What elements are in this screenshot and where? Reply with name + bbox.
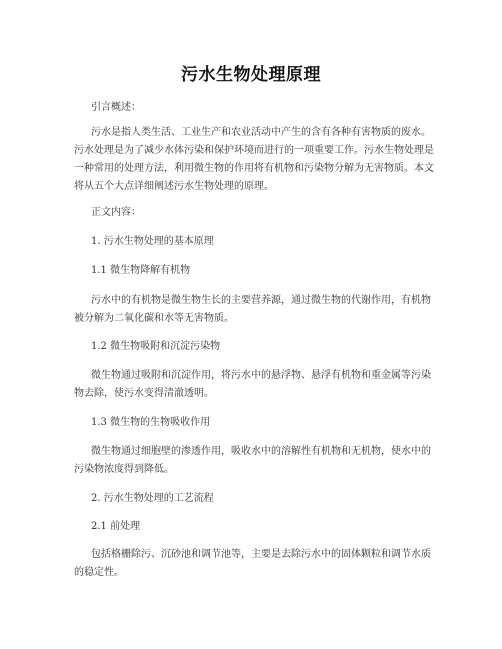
body-label: 正文内容： <box>91 207 141 218</box>
section-1-2-line-2: 物去除，使污水变得清澈透明。 <box>74 388 214 399</box>
intro-line-3: 一种常用的处理方法，利用微生物的作用将有机物和污染物分解为无害物质。本文 <box>74 163 434 174</box>
section-2-1-line-1: 包括格栅除污、沉砂池和调节池等，主要是去除污水中的固体颗粒和调节水质 <box>91 549 431 560</box>
section-2-heading: 2. 污水生物处理的工艺流程 <box>91 493 214 504</box>
section-1-1-line-2: 被分解为二氧化碳和水等无害物质。 <box>74 313 234 324</box>
section-1-3-heading: 1.3 微生物的生物吸收作用 <box>91 417 211 428</box>
section-2-1-line-2: 的稳定性。 <box>74 567 124 578</box>
section-1-2-line-1: 微生物通过吸附和沉淀作用，将污水中的悬浮物、悬浮有机物和重金属等污染 <box>91 370 431 381</box>
section-1-heading: 1. 污水生物处理的基本原理 <box>91 236 214 247</box>
section-1-1-heading: 1.1 微生物降解有机物 <box>91 265 191 276</box>
intro-line-2: 污水处理是为了减少水体污染和保护环境而进行的一项重要工作。污水生物处理是 <box>74 145 434 156</box>
section-1-2-heading: 1.2 微生物吸附和沉淀污染物 <box>91 341 221 352</box>
section-1-1-line-1: 污水中的有机物是微生物生长的主要营养源，通过微生物的代谢作用，有机物 <box>91 295 431 306</box>
document-title: 污水生物处理原理 <box>181 65 321 85</box>
intro-line-4: 将从五个大点详细阐述污水生物处理的原理。 <box>74 181 274 192</box>
section-1-3-line-2: 污染物浓度得到降低。 <box>74 464 174 475</box>
section-1-3-line-1: 微生物通过细胞壁的渗透作用，吸收水中的溶解性有机物和无机物，使水中的 <box>91 446 431 457</box>
intro-line-1: 污水是指人类生活、工业生产和农业活动中产生的含有各种有害物质的废水。 <box>91 127 431 138</box>
section-2-1-heading: 2.1 前处理 <box>91 521 141 532</box>
intro-label: 引言概述： <box>91 102 141 113</box>
